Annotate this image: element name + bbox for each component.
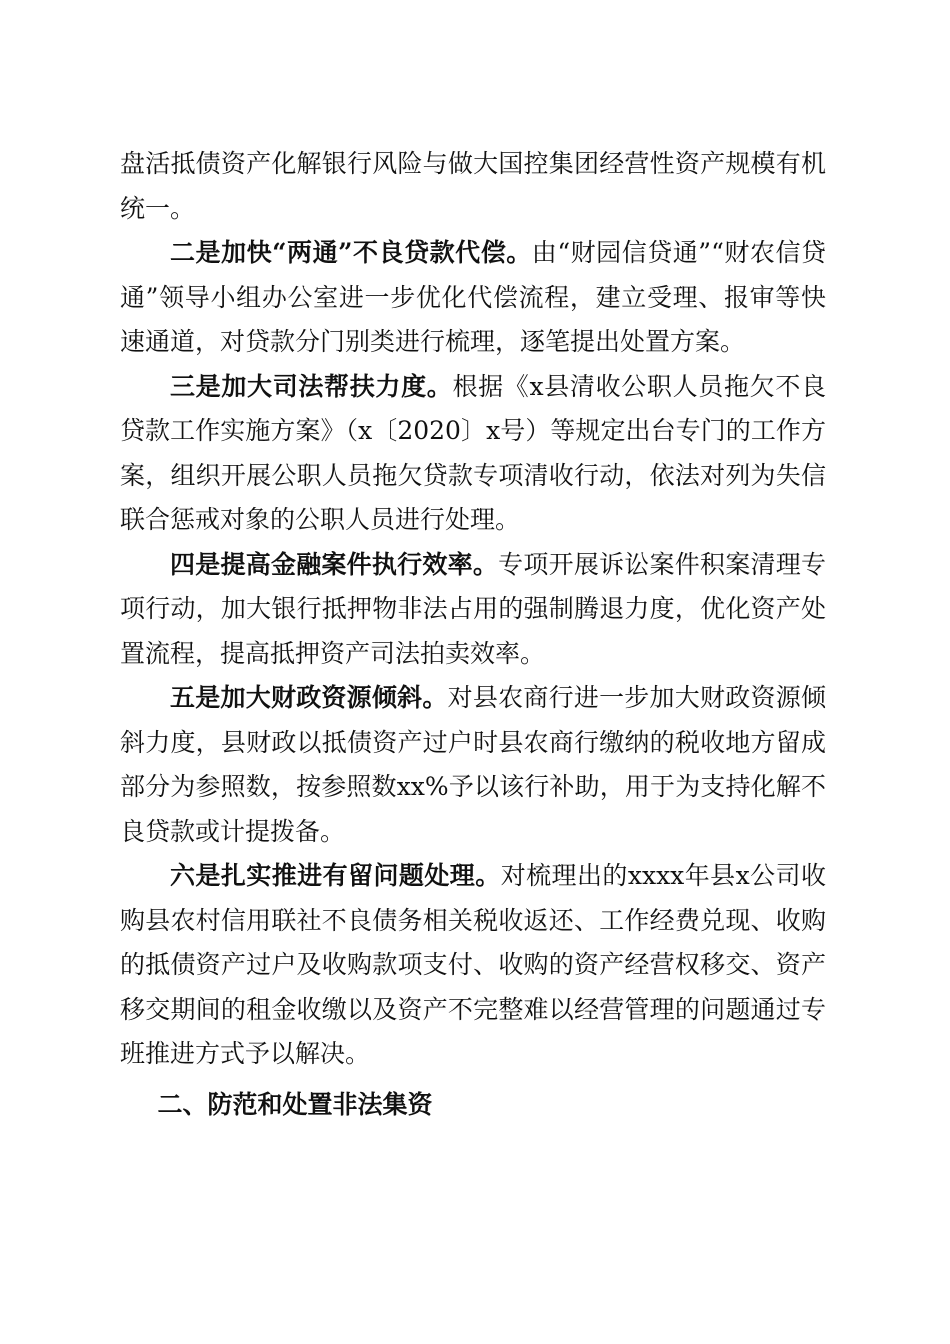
item-body-3: 根据《x县清收公职人员拖欠不良贷款工作实施方案》（x〔2020〕x号）等规定出台专门的工作方案，组织开展公职人员拖欠贷款专项清收行动，依法对列为失信联合惩戒对象的公职人员进行处理。 xyxy=(120,371,826,534)
item-lead-4: 四是提高金融案件执行效率。 xyxy=(170,549,499,579)
item-body-5: 对县农商行进一步加大财政资源倾斜力度，县财政以抵债资产过户时县农商行缴纳的税收地方留成部分为参照数，按参照数xx%予以该行补助，用于为支持化解不良贷款或计提拨备。 xyxy=(120,683,826,846)
item-lead-2: 二是加快“两通”不良贷款代偿。 xyxy=(170,238,532,267)
section-heading: 二、防范和处置非法集资 xyxy=(157,1089,433,1119)
item-paragraph-2 xyxy=(120,231,826,365)
intro-paragraph: 盘活抵债资产化解银行风险与做大国控集团经营性资产规模有机统一。 xyxy=(120,149,826,223)
item-lead-5: 五是加大财政资源倾斜。 xyxy=(170,683,448,712)
item-paragraph-4 xyxy=(120,543,826,677)
item-body-6: 对梳理出的xxxx年县x公司收购县农村信用联社不良债务相关税收返还、工作经费兑现、收购的抵债资产过户及收购款项支付、收购的资产经营权移交、资产移交期间的租金收缴以及资产不完整难以经营管理的问题通过专班推进方式予以解决。 xyxy=(120,861,826,1068)
item-paragraph-5 xyxy=(120,676,826,854)
document-page xyxy=(120,142,826,1127)
item-lead-6: 六是扎实推进有留问题处理。 xyxy=(170,861,501,890)
item-paragraph-6 xyxy=(120,854,826,1077)
item-body-2: 由“财园信贷通”“财农信贷通”领导小组办公室进一步优化代偿流程，建立受理、报审等快速通道，对贷款分门别类进行梳理，逐笔提出处置方案。 xyxy=(120,238,827,356)
item-paragraph-3 xyxy=(120,365,826,543)
item-lead-3: 三是加大司法帮扶力度。 xyxy=(170,371,453,401)
item-body-4: 专项开展诉讼案件积案清理专项行动，加大银行抵押物非法占用的强制腾退力度，优化资产处置流程，提高抵押资产司法拍卖效率。 xyxy=(120,549,826,668)
